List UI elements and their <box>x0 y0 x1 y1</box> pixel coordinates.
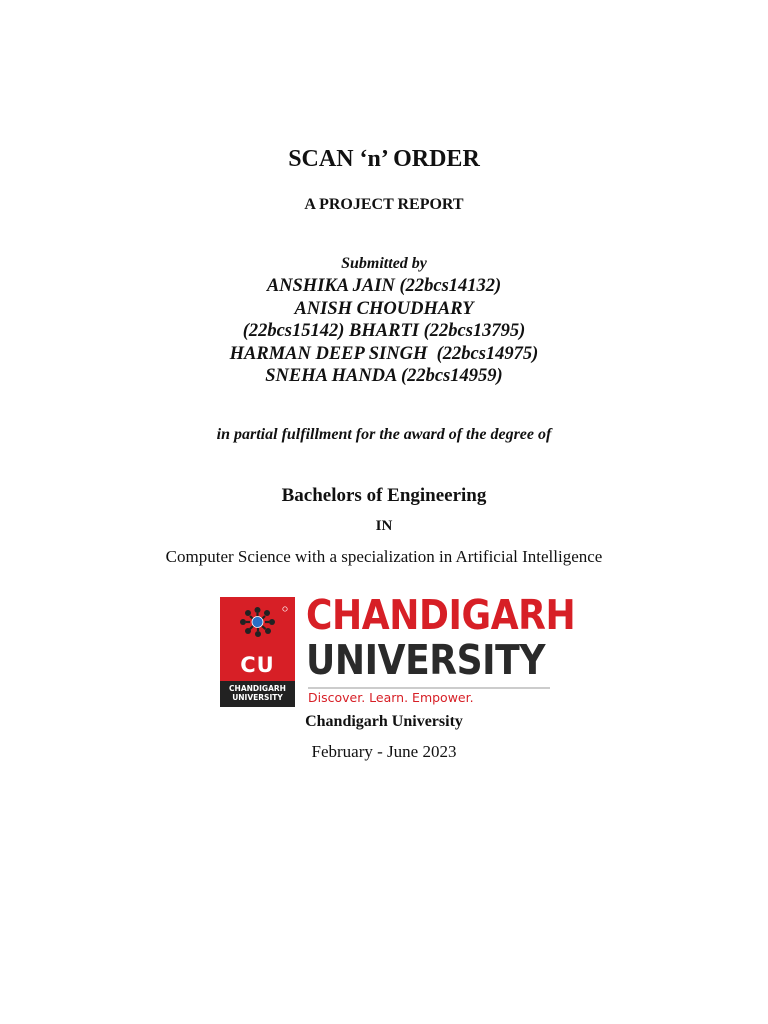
in-label: IN <box>375 518 393 534</box>
report-subtitle: A PROJECT REPORT <box>304 196 464 213</box>
author-line: ANISH CHOUDHARY <box>294 298 474 319</box>
brand-tagline: Discover. Learn. Empower. <box>308 690 474 705</box>
brand-name-line2: UNIVERSITY <box>306 636 546 684</box>
submitted-by-label: Submitted by <box>341 255 427 272</box>
logo-badge <box>220 597 295 707</box>
author-list <box>0 275 768 388</box>
brand-name-line1: CHANDIGARH <box>306 591 576 639</box>
brand-divider <box>308 687 550 689</box>
specialization-text: Computer Science with a specialization in Artificial Intelligence <box>165 547 603 566</box>
badge-footer <box>220 681 295 707</box>
degree-name: Bachelors of Engineering <box>281 485 487 506</box>
author-line: HARMAN DEEP SINGH (22bcs14975) <box>229 343 539 364</box>
badge-letters: CU <box>240 653 275 677</box>
author-line: SNEHA HANDA (22bcs14959) <box>265 366 503 386</box>
university-logo <box>220 591 576 709</box>
university-name: Chandigarh University <box>305 713 463 730</box>
report-title: SCAN ‘n’ ORDER <box>288 146 480 172</box>
people-circle-icon <box>220 597 295 655</box>
badge-name-line: CHANDIGARH <box>229 684 286 693</box>
author-line: ANSHIKA JAIN (22bcs14132) <box>266 276 502 296</box>
fulfillment-text: in partial fulfillment for the award of the degree of <box>216 426 552 443</box>
badge-name <box>220 684 295 702</box>
author-line: (22bcs15142) BHARTI (22bcs13795) <box>242 321 526 341</box>
report-dates: February - June 2023 <box>311 742 457 761</box>
badge-name-line: UNIVERSITY <box>232 693 283 702</box>
